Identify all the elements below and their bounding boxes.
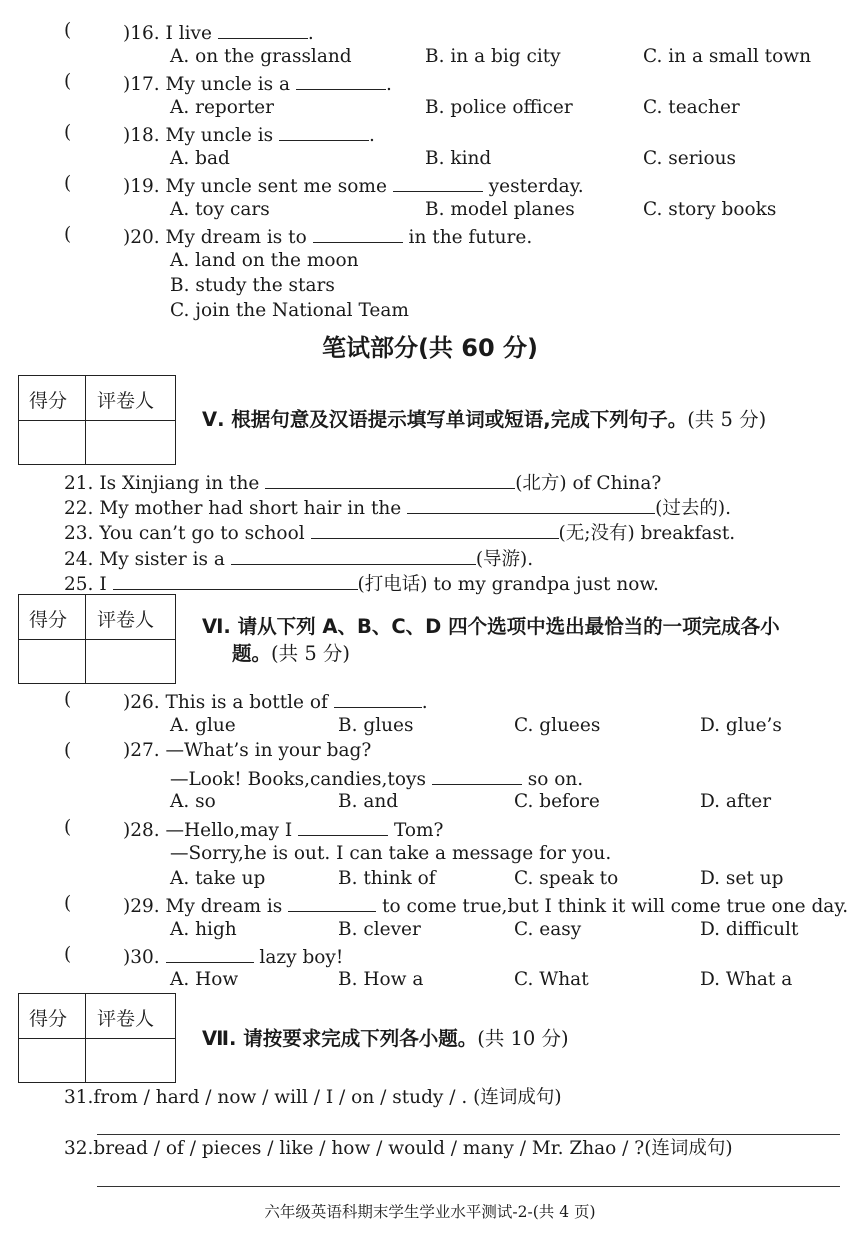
question-stem-end: lazy boy!	[259, 947, 344, 968]
option-b: B. clever	[338, 919, 421, 940]
option-c: C. in a small town	[643, 46, 811, 67]
question-number: 23.	[64, 523, 94, 544]
question-19	[123, 175, 584, 197]
answer-blank[interactable]	[166, 946, 254, 963]
option-b: B. and	[338, 791, 399, 812]
question-number: 21.	[64, 473, 94, 494]
answer-blank[interactable]	[334, 691, 422, 708]
answer-paren-left: (	[64, 224, 72, 245]
question-stem: My uncle is	[165, 125, 274, 146]
question-22	[64, 497, 731, 519]
question-17	[123, 73, 392, 95]
section-title-text: Ⅶ. 请按要求完成下列各小题。	[202, 1027, 478, 1050]
answer-blank[interactable]	[296, 73, 386, 90]
option-a: A. so	[170, 791, 216, 812]
answer-paren-left: (	[64, 740, 72, 761]
question-stem: My dream is to	[165, 227, 307, 248]
chinese-hint: (打电话)	[357, 574, 428, 595]
option-c: C. easy	[514, 919, 582, 940]
question-number: 22.	[64, 498, 94, 519]
answer-paren-right: )	[123, 74, 131, 95]
option-a: A. take up	[170, 868, 266, 889]
chinese-hint: (导游).	[475, 549, 534, 570]
score-box	[18, 375, 176, 465]
score-box	[18, 993, 176, 1083]
score-label: 得分	[29, 1008, 68, 1030]
answer-paren-left: (	[64, 173, 72, 194]
question-stem-end: so on.	[527, 769, 584, 790]
option-a: A. high	[170, 919, 237, 940]
option-a: A. How	[170, 969, 239, 990]
section-title-text: 题。	[232, 642, 272, 665]
section-title-text: Ⅴ. 根据句意及汉语提示填写单词或短语,完成下列句子。	[202, 408, 688, 431]
question-stem: Is Xinjiang in the	[99, 473, 260, 494]
question-27: )27. —What’s in your bag?	[123, 740, 372, 761]
answer-blank[interactable]	[298, 819, 388, 836]
question-stem: —What’s in your bag?	[165, 740, 372, 761]
answer-blank[interactable]	[279, 124, 369, 141]
question-stem: My sister is a	[99, 549, 225, 570]
question-stem-end: .	[421, 692, 428, 713]
answer-paren-right: )	[123, 176, 131, 197]
answer-blank[interactable]	[265, 472, 515, 489]
answer-line[interactable]	[97, 1134, 840, 1135]
question-number: 30.	[130, 947, 160, 968]
answer-paren-right: )	[123, 23, 131, 44]
section-points: (共 5 分)	[687, 408, 767, 431]
question-stem-end: .	[307, 23, 314, 44]
question-number: 19.	[130, 176, 160, 197]
grader-label: 评卷人	[97, 609, 155, 631]
option-b: B. police officer	[425, 97, 573, 118]
question-stem: My dream is	[165, 896, 283, 917]
section-vi-title-line1: Ⅵ. 请从下列 A、B、C、D 四个选项中选出最恰当的一项完成各小	[202, 615, 780, 638]
option-b: B. model planes	[425, 199, 575, 220]
question-stem-end: breakfast.	[640, 523, 736, 544]
option-b: B. kind	[425, 148, 492, 169]
question-stem-end: .	[369, 125, 375, 146]
option-a: A. glue	[170, 715, 236, 736]
answer-paren-left: (	[64, 817, 72, 838]
question-number: 16.	[130, 23, 160, 44]
option-a: A. land on the moon	[170, 250, 359, 271]
chinese-hint: (过去的).	[655, 498, 731, 519]
question-number: 29.	[130, 896, 160, 917]
section-points: (共 10 分)	[477, 1027, 569, 1050]
question-number: 17.	[130, 74, 160, 95]
question-number: 32.	[64, 1138, 94, 1159]
option-a: A. toy cars	[170, 199, 270, 220]
question-number: 28.	[130, 820, 160, 841]
option-c: C. What	[514, 969, 589, 990]
option-c: C. serious	[643, 148, 737, 169]
answer-paren-left: (	[64, 20, 72, 41]
question-number: 20.	[130, 227, 160, 248]
grader-label: 评卷人	[97, 390, 155, 412]
option-b: B. study the stars	[170, 275, 335, 296]
answer-paren-left: (	[64, 71, 72, 92]
question-stem: This is a bottle of	[165, 692, 328, 713]
option-b: B. How a	[338, 969, 424, 990]
option-a: A. bad	[170, 148, 230, 169]
section-vi-title-line2	[232, 644, 350, 664]
question-26: )26. This is a bottle of .	[123, 692, 428, 713]
section-points: (共 5 分)	[271, 642, 351, 665]
question-29: )29. My dream is to come true,but I think it will come true one day.	[123, 896, 849, 917]
answer-paren-right: )	[123, 227, 131, 248]
chinese-hint: (北方)	[515, 473, 567, 494]
question-number: 18.	[130, 125, 160, 146]
section-v-title	[202, 410, 766, 430]
answer-blank[interactable]	[218, 22, 308, 39]
question-20	[123, 226, 532, 248]
answer-blank[interactable]	[288, 895, 376, 912]
option-d: D. glue’s	[700, 715, 782, 736]
question-number: 31.	[64, 1087, 94, 1108]
grader-label: 评卷人	[97, 1008, 155, 1030]
question-24	[64, 548, 533, 570]
answer-paren-right: )	[123, 125, 131, 146]
question-stem: —Hello,may I	[165, 820, 293, 841]
answer-blank[interactable]	[432, 768, 522, 785]
option-c: C. teacher	[643, 97, 740, 118]
question-stem: I	[99, 574, 107, 595]
option-d: D. What a	[700, 969, 793, 990]
score-label: 得分	[29, 390, 68, 412]
option-c: C. speak to	[514, 868, 619, 889]
question-stem-end: yesterday.	[488, 176, 584, 197]
option-c: C. before	[514, 791, 600, 812]
option-d: D. after	[700, 791, 772, 812]
answer-line[interactable]	[97, 1186, 840, 1187]
question-stem: You can’t go to school	[99, 523, 305, 544]
score-label: 得分	[29, 609, 68, 631]
question-27-line2	[170, 768, 583, 790]
chinese-hint: (无;没有)	[558, 523, 635, 544]
question-number: 27.	[130, 740, 160, 761]
question-stem-end: of China?	[572, 473, 662, 494]
answer-paren-left: (	[64, 893, 72, 914]
option-d: D. set up	[700, 868, 784, 889]
option-c: C. story books	[643, 199, 777, 220]
page-footer: 六年级英语科期末学生学业水平测试-2-(共 4 页)	[264, 1203, 596, 1221]
question-stem-end: to come true,but I think it will come true one day.	[382, 896, 849, 917]
option-c: C. gluees	[514, 715, 601, 736]
score-box	[18, 594, 176, 684]
question-28-line2: —Sorry,he is out. I can take a message for you.	[170, 843, 612, 864]
question-stem: My uncle sent me some	[165, 176, 387, 197]
option-b: B. glues	[338, 715, 414, 736]
question-31	[64, 1089, 562, 1108]
question-number: 25.	[64, 574, 94, 595]
question-stem: from / hard / now / will / I / on / study / . (连词成句)	[93, 1087, 562, 1108]
answer-blank[interactable]	[407, 497, 655, 514]
question-stem-end: Tom?	[393, 820, 444, 841]
answer-paren-left: (	[64, 689, 72, 710]
question-28: )28. —Hello,may I Tom?	[123, 820, 444, 841]
option-a: A. on the grassland	[170, 46, 352, 67]
answer-blank[interactable]	[113, 573, 358, 590]
question-23	[64, 522, 735, 544]
question-stem-end: to my grandpa just now.	[433, 574, 659, 595]
answer-blank[interactable]	[231, 548, 476, 565]
question-21	[64, 472, 661, 494]
answer-blank[interactable]	[393, 175, 483, 192]
question-30: )30. lazy boy!	[123, 947, 344, 968]
question-stem: I live	[165, 23, 212, 44]
question-stem: My uncle is a	[165, 74, 291, 95]
question-18	[123, 124, 375, 146]
answer-blank[interactable]	[313, 226, 403, 243]
question-stem: —Look! Books,candies,toys	[170, 769, 426, 790]
question-16	[123, 22, 314, 44]
question-stem: My mother had short hair in the	[99, 498, 402, 519]
option-c: C. join the National Team	[170, 300, 409, 321]
question-number: 26.	[130, 692, 160, 713]
option-a: A. reporter	[170, 97, 274, 118]
question-stem-end: .	[385, 74, 392, 95]
answer-paren-left: (	[64, 944, 72, 965]
question-stem-end: in the future.	[408, 227, 533, 248]
question-stem: bread / of / pieces / like / how / would / many / Mr. Zhao / ?(连词成句)	[93, 1138, 733, 1159]
option-b: B. think of	[338, 868, 436, 889]
question-number: 24.	[64, 549, 94, 570]
written-section-heading: 笔试部分(共 60 分)	[321, 334, 539, 362]
option-d: D. difficult	[700, 919, 799, 940]
section-vii-title	[202, 1029, 569, 1049]
question-32	[64, 1140, 733, 1159]
answer-blank[interactable]	[311, 522, 559, 539]
option-b: B. in a big city	[425, 46, 561, 67]
answer-paren-left: (	[64, 122, 72, 143]
question-25	[64, 573, 659, 595]
